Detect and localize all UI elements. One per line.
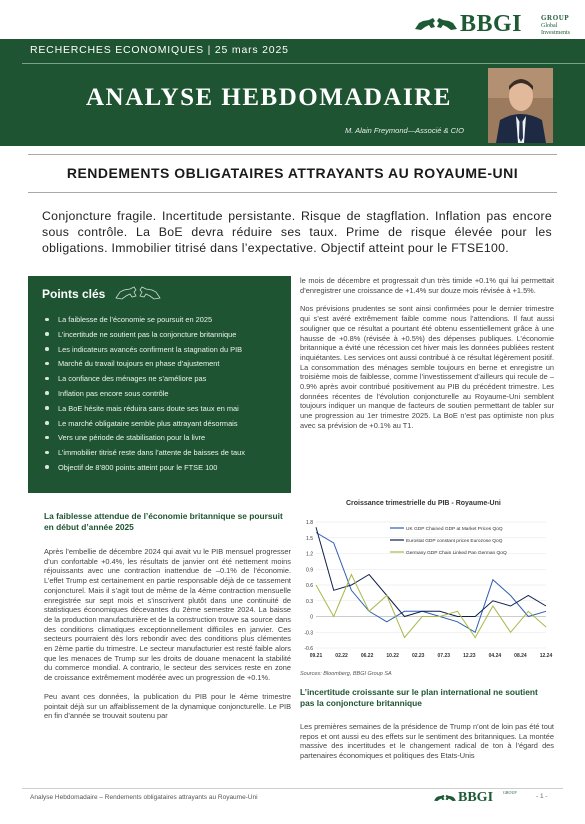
key-point: L’immobilier titrisé reste dans l’attente de baisses de taux xyxy=(44,448,245,463)
y-tick-label: 0 xyxy=(310,614,313,621)
headline-rule-bottom xyxy=(28,192,557,193)
logo-brand: BBGI xyxy=(460,11,523,37)
x-tick-label: 12.24 xyxy=(539,653,553,659)
page-footer xyxy=(0,790,585,806)
x-tick-label: 02.23 xyxy=(411,653,425,659)
legend-label: Eurostat GDP constant prices Eurozone QoQ xyxy=(406,539,503,544)
right-column-text xyxy=(300,276,554,440)
key-points-list xyxy=(44,315,245,478)
paragraph: Peu avant ces données, la publication du PIB pour le 4ème trimestre pointait déjà sur un affaiblissement de la dynamique conjoncturelle. Le PIB en fin d’année se trouvait soutenu par xyxy=(44,691,291,721)
y-tick-label: 1.8 xyxy=(306,520,313,526)
author-line: M. Alain Freymond—Associé & CIO xyxy=(345,126,464,135)
chart-source: Sources: Bloomberg, BBGI Group SA xyxy=(300,671,392,677)
section-heading-2: L’incertitude croissante sur le plan international ne soutient pas la conjoncture britannique xyxy=(300,687,538,708)
footer-brand: BBGI xyxy=(458,790,494,805)
bull-bear-icon xyxy=(413,15,459,33)
y-tick-label: -0.3 xyxy=(304,630,313,637)
bbgi-logo xyxy=(413,9,575,41)
paragraph: Les premières semaines de la présidence de Trump n’ont de loin pas été tout repos et ont aussi eu des effets sur le sentiment des britanniques. La montée massive des incertitudes et le changement radical de ton à l’égard des partenaires économiques et politiques des Etats-Unis xyxy=(300,722,554,761)
x-tick-label: 12.23 xyxy=(463,653,476,659)
x-tick-label: 07.23 xyxy=(437,653,451,659)
key-point: Les indicateurs avancés confirment la stagnation du PIB xyxy=(44,345,245,360)
chart-title: Croissance trimestrielle du PIB - Royaume-Uni xyxy=(346,500,501,507)
logo-group-text: GROUP Global Investments xyxy=(541,14,570,36)
paragraph: le mois de décembre et progressait d’un très timide +0.1% qui lui permettait d’enregistrer une croissance de +1.4% sur douze mois révisée à +1.5%. xyxy=(300,276,554,295)
left-column-text xyxy=(44,547,291,730)
y-tick-label: 1.2 xyxy=(306,551,313,558)
bull-bear-icon xyxy=(114,284,162,302)
y-tick-label: 0.9 xyxy=(306,567,313,574)
footer-group: GROUP xyxy=(503,790,517,795)
page-title: ANALYSE HEBDOMADAIRE xyxy=(86,84,452,111)
paragraph: Nos prévisions prudentes se sont ainsi confirmées pour le dernier trimestre qui s’est avéré extrêmement faible comme nous l’attendions. Il faut aussi souligner que ce résultat a pourtant été obtenu essentiellement grâce à une hausse de +0.8% (révisée à +0.5%) des dépenses publiques. L’économie britannique a évité une récession cet hiver mais les données publiées restent inquiétantes. Les services ont aussi contribué à ce résultat légèrement positif. La consommation des ménages semble toujours en berne et enregistre un troisième mois de faiblesse, comme l’investissement d’ailleurs qui recule de –0.9% après avoir contribué positivement au PIB du précédent trimestre. Les données récentes de l’évolution conjoncturelle au Royaume-Uni semblent toujours indiquer un manque de facteurs de soutien permettant de tabler sur une progression au 1er trimestre 2025. La BoE n’est pas optimiste non plus avec sa prévision de +0.1% au T1. xyxy=(300,304,554,430)
x-tick-label: 08.24 xyxy=(514,653,527,659)
key-point: Vers une période de stabilisation pour la livre xyxy=(44,433,245,448)
bull-bear-icon xyxy=(433,793,457,803)
y-tick-label: 0.6 xyxy=(306,583,313,589)
key-point: L’incertitude ne soutient pas la conjoncture britannique xyxy=(44,330,245,345)
paragraph: Après l’embellie de décembre 2024 qui avait vu le PIB mensuel progresser d’un confortable +0.4%, les résultats de janvier ont été nettement moins réjouissants avec une contraction inattendue de –0.1% de l’économie. L’effet Trump est certainement en partie responsable déjà de ce tassement conjoncturel. Mais il s’agit tout de même de la 4ème contraction mensuelle enregistrée sur sept mois et s’inscrivent plutôt dans une continuité de statistiques économiques décevantes du 2ème semestre 2024. La baisse de la production manufacturière et de la construction trouve sa source dans des conditions climatiques exceptionnellement difficiles en janvier. Ces secteurs pourraient dès lors rebondir avec des conditions plus clémentes en 2ème partie du trimestre. Le secteur manufacturier est resté faible alors que les menaces de Trump sur les droits de douane menacent la stabilité du commerce mondial. A contrario, le secteur des services reste en zone de croissance extrêmement modérée avec un progression de +0.1%. xyxy=(44,547,291,683)
lede-summary: Conjoncture fragile. Incertitude persistante. Risque de stagflation. Inflation pas encore sous contrôle. La BoE devra réduire ses taux. Prime de risque élevée pour les obligations. Immobilier titrisé dans l’expectative. Objectif atteint pour le FTSE100. xyxy=(42,209,552,255)
series-line xyxy=(316,533,546,633)
x-tick-label: 04.24 xyxy=(488,653,502,659)
headline: RENDEMENTS OBLIGATAIRES ATTRAYANTS AU ROYAUME-UNI xyxy=(66,165,519,181)
x-tick-label: 09.21 xyxy=(309,653,323,659)
x-tick-label: 10.22 xyxy=(386,653,399,659)
section-heading-1: La faiblesse attendue de l’économie britannique se poursuit en début d’année 2025 xyxy=(44,511,283,532)
y-tick-label: 1.5 xyxy=(306,535,313,542)
x-tick-label: 02.22 xyxy=(335,653,348,659)
gdp-chart xyxy=(298,500,556,680)
y-tick-label: 0.3 xyxy=(306,598,313,605)
footer-text: Analyse Hebdomadaire – Rendements obligataires attrayants au Royaume-Uni xyxy=(30,794,258,801)
page-number: - 1 - xyxy=(536,793,548,800)
footer-rule xyxy=(22,788,563,789)
key-point: Inflation pas encore sous contrôle xyxy=(44,389,245,404)
header-rule xyxy=(22,63,585,64)
chart-plot xyxy=(298,510,556,680)
right-column-text-2 xyxy=(300,722,554,770)
author-photo xyxy=(488,68,553,143)
y-tick-label: -0.6 xyxy=(304,646,313,652)
legend-label: Germany GDP Chain Linked Pan German QoQ xyxy=(406,551,507,556)
key-point: Marché du travail toujours en phase d’ajustement xyxy=(44,359,245,374)
key-point: La confiance des ménages ne s’améliore pas xyxy=(44,374,245,389)
key-points-box xyxy=(28,276,291,493)
x-tick-label: 06.22 xyxy=(360,653,374,659)
key-point: La BoE hésite mais réduira sans doute ses taux en mai xyxy=(44,404,245,419)
key-point: Objectif de 8’800 points atteint pour le FTSE 100 xyxy=(44,463,245,478)
report-series-date: RECHERCHES ECONOMIQUES | 25 mars 2025 xyxy=(30,44,289,56)
key-point: La faiblesse de l’économie se poursuit en 2025 xyxy=(44,315,245,330)
key-points-title: Points clés xyxy=(42,287,106,301)
key-point: Le marché obligataire semble plus attrayant désormais xyxy=(44,419,245,434)
headline-rule-top xyxy=(28,154,557,155)
legend-label: UK GDP Chained GDP at Market Prices QoQ xyxy=(406,527,503,532)
